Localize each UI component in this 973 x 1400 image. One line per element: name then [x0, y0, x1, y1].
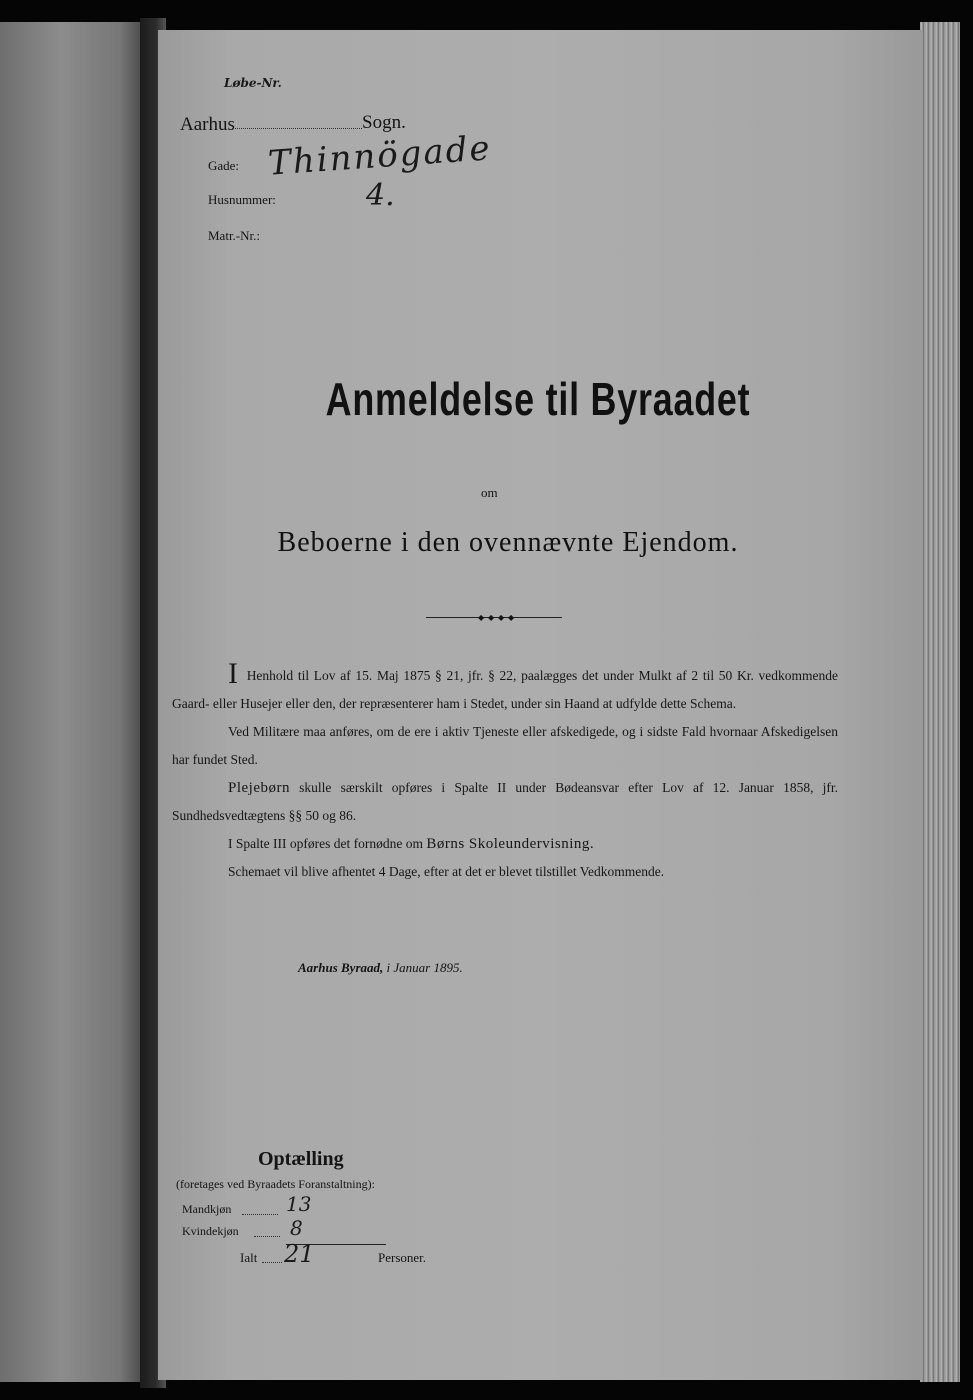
mandkjon-dots [242, 1214, 278, 1215]
city-label: Aarhus [180, 114, 235, 135]
plejeborn-word: Plejebørn [228, 780, 290, 796]
husnummer-label: Husnummer: [208, 192, 276, 207]
paragraph-3: skulle særskilt opføres i Spalte II under Bødeansvar efter Lov af 12. Januar 1858, jfr. Sundhedsvedtægtens §§ 50 og 86. [172, 780, 839, 823]
count-subtitle: (foretages ved Byraadets Foranstaltning): [176, 1177, 375, 1191]
lobe-nr-label: Løbe-Nr. [224, 76, 282, 90]
document-title: Anmeldelse til Byraadet [325, 373, 751, 425]
document-subtitle: Beboerne i den ovennævnte Ejendom. [277, 527, 739, 558]
husnummer-value[interactable]: 4. [366, 178, 395, 213]
kvindekjon-dots [254, 1236, 280, 1237]
paragraph-1: Henhold til Lov af 15. Maj 1875 § 21, jfr. § 22, paalægges det under Mulkt af 2 til 50 Kr. vedkommende Gaard- eller Husejer eller den, der repræsenterer ham i Stedet, under sin Haand at udfylde dette Schema. [172, 668, 838, 711]
ornament-divider: ◆ ◆ ◆ ◆ [426, 614, 562, 622]
signature-bold: Aarhus Byraad, [298, 960, 384, 975]
count-title: Optælling [258, 1148, 344, 1170]
instructions-text [172, 657, 839, 886]
ialt-label: Ialt [240, 1250, 258, 1265]
gade-value[interactable]: Thinnögade [266, 128, 493, 184]
sogn-label: Sogn. [362, 112, 406, 133]
signature-date: i Januar 1895. [386, 960, 463, 975]
ialt-dots [262, 1262, 282, 1263]
page-edges [920, 22, 960, 1382]
personer-label: Personer. [378, 1250, 427, 1265]
kvindekjon-label: Kvindekjøn [182, 1224, 239, 1238]
ialt-value[interactable]: 21 [284, 1240, 315, 1268]
dropcap: I [228, 657, 238, 690]
sogn-field[interactable] [232, 128, 362, 129]
document-page [158, 30, 923, 1380]
gade-label: Gade: [208, 158, 240, 173]
paragraph-4: I Spalte III opføres det fornødne om [228, 836, 423, 851]
paragraph-2: Ved Militære maa anføres, om de ere i aktiv Tjeneste eller afskedigede, og i sidste Fald hvornaar Afskedigelsen har fundet Sted. [172, 724, 838, 767]
om-connector: om [481, 485, 498, 500]
matr-label: Matr.-Nr.: [208, 228, 260, 243]
issuer-signature [298, 960, 463, 976]
left-page [0, 22, 150, 1382]
kvindekjon-value[interactable]: 8 [290, 1216, 303, 1240]
mandkjon-label: Mandkjøn [182, 1202, 232, 1216]
mandkjon-value[interactable]: 13 [286, 1192, 312, 1216]
skoleundervisning-word: Børns Skoleundervisning. [426, 836, 595, 852]
paragraph-5: Schemaet vil blive afhentet 4 Dage, efter at det er blevet tilstillet Vedkommende. [228, 864, 665, 879]
